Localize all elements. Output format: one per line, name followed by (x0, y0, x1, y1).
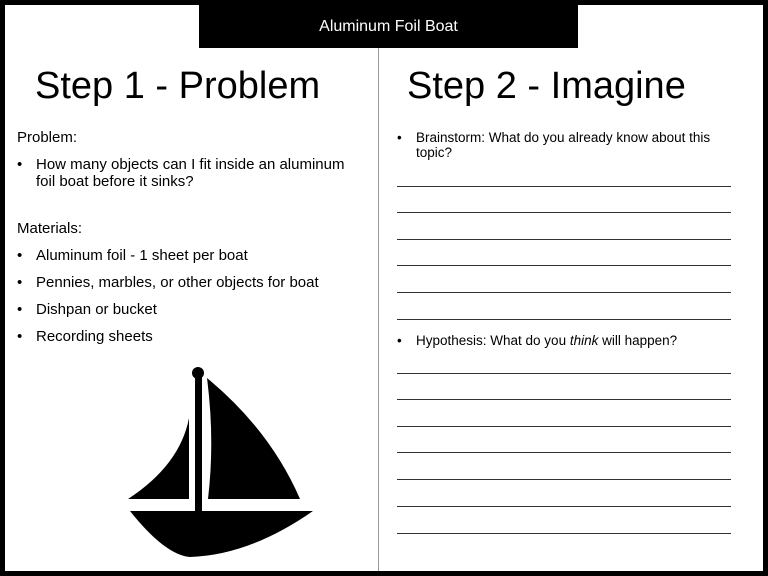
hypothesis-section (397, 333, 737, 348)
brainstorm-prompt: • Brainstorm: What do you already know about this topic? (397, 130, 737, 160)
hypothesis-text-end: will happen? (598, 333, 678, 348)
brainstorm-section (397, 130, 737, 160)
answer-line[interactable] (397, 265, 731, 266)
materials-label: Materials: (17, 220, 83, 237)
answer-line[interactable] (397, 426, 731, 427)
material-item: • Aluminum foil - 1 sheet per boat (17, 247, 367, 264)
sailboat-icon (5, 5, 763, 571)
hypothesis-text: Hypothesis: What do you (416, 333, 570, 348)
material-item: • Recording sheets (17, 328, 367, 345)
answer-line[interactable] (397, 399, 731, 400)
answer-line[interactable] (397, 452, 731, 453)
material-item: • Dishpan or bucket (17, 301, 367, 318)
answer-line[interactable] (397, 506, 731, 507)
hypothesis-emphasis: think (569, 333, 599, 348)
answer-line[interactable] (397, 212, 731, 213)
slide (5, 5, 763, 571)
answer-line[interactable] (397, 292, 731, 293)
answer-line[interactable] (397, 533, 731, 534)
answer-line[interactable] (397, 373, 731, 374)
step2-heading: Step 2 - Imagine (407, 65, 686, 107)
step1-heading: Step 1 - Problem (35, 65, 321, 107)
problem-item: • How many objects can I fit inside an aluminum foil boat before it sinks? (17, 156, 367, 190)
answer-line[interactable] (397, 319, 731, 320)
answer-line[interactable] (397, 239, 731, 240)
answer-line[interactable] (397, 479, 731, 480)
banner-title: Aluminum Foil Boat (199, 5, 578, 48)
problem-label: Problem: (17, 129, 78, 146)
hypothesis-prompt (397, 333, 737, 348)
answer-line[interactable] (397, 186, 731, 187)
material-item: • Pennies, marbles, or other objects for boat (17, 274, 367, 291)
